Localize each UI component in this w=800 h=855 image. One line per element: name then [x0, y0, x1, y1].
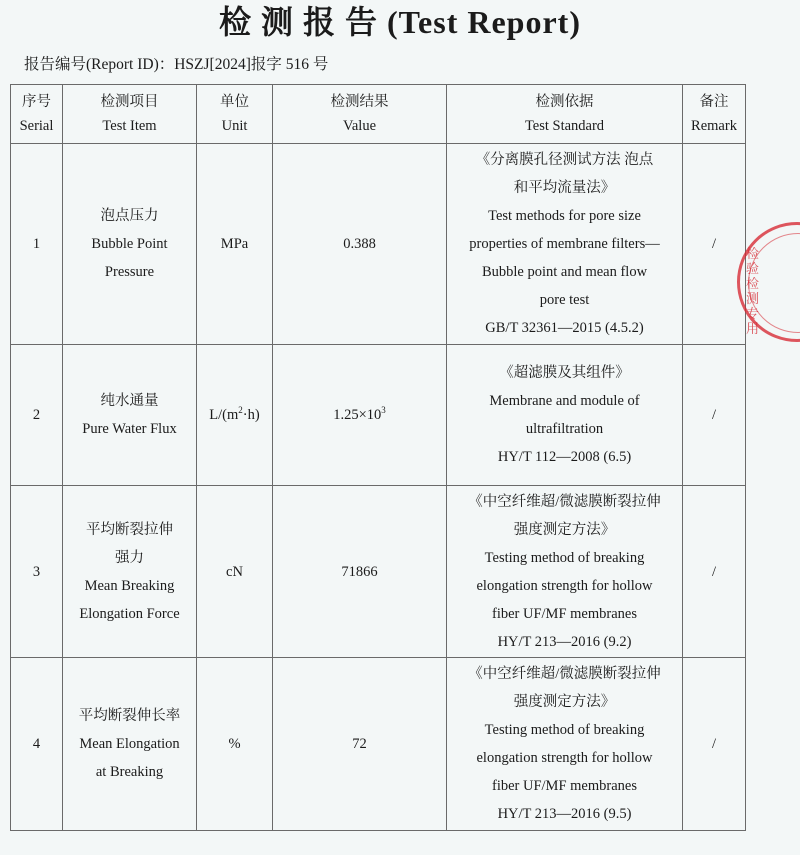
seal-text: 检验检测专用: [746, 247, 760, 337]
cell-serial: 2: [11, 345, 63, 486]
standard-line: Testing method of breaking: [484, 549, 645, 566]
header-serial: [11, 85, 63, 144]
cell-unit: [197, 345, 273, 486]
test-item-line: 强力: [115, 549, 144, 566]
unit-base: L/(m: [209, 407, 239, 423]
standard-line: pore test: [539, 292, 590, 308]
standard-line: 和平均流量法》: [513, 180, 616, 196]
cell-value: [273, 345, 447, 486]
test-item-line: at Breaking: [95, 764, 164, 780]
header-value: [273, 85, 447, 144]
page-title: 检 测 报 告 (Test Report): [218, 4, 581, 40]
cell-serial: 4: [11, 658, 63, 831]
standard-line: 《中空纤维超/微滤膜断裂拉伸: [468, 666, 661, 682]
cell-value: 72: [273, 658, 447, 831]
test-item-line: Pure Water Flux: [82, 421, 177, 437]
header-unit-en: Unit: [221, 118, 248, 134]
table-row: [11, 144, 746, 345]
cell-remark: /: [683, 144, 746, 345]
unit-superscript: 2: [238, 405, 243, 415]
standard-line: HY/T 213—2016 (9.5): [497, 806, 632, 822]
test-item-line: 泡点压力: [100, 208, 159, 224]
test-item-line: 平均断裂拉伸: [86, 521, 173, 538]
standard-line: 《超滤膜及其组件》: [499, 365, 630, 381]
cell-serial: 1: [11, 144, 63, 345]
test-item-line: Elongation Force: [79, 605, 180, 622]
cell-test-item: [63, 345, 197, 486]
table-row: [11, 658, 746, 831]
standard-line: Testing method of breaking: [484, 722, 645, 738]
test-item-line: Bubble Point: [91, 236, 168, 252]
standard-line: 强度测定方法》: [513, 521, 616, 538]
header-test-standard-en: Test Standard: [524, 118, 605, 134]
standard-line: 强度测定方法》: [513, 694, 616, 710]
cell-test-standard: [447, 345, 683, 486]
cell-test-standard: [447, 144, 683, 345]
cell-serial: 3: [11, 486, 63, 658]
table-header-row: [11, 85, 746, 144]
unit-tail: ·h): [242, 407, 260, 423]
header-test-item: [63, 85, 197, 144]
standard-line: elongation strength for hollow: [476, 750, 653, 766]
standard-line: HY/T 112—2008 (6.5): [497, 449, 632, 465]
standard-line: Bubble point and mean flow: [481, 264, 648, 280]
table-row: [11, 345, 746, 486]
value-base: 1.25×10: [333, 407, 382, 423]
test-item-line: 纯水通量: [100, 393, 159, 409]
test-item-line: Pressure: [104, 264, 155, 280]
test-report-table: [10, 84, 746, 831]
header-serial-en: Serial: [19, 118, 54, 134]
header-test-item-en: Test Item: [102, 118, 157, 134]
table-row: [11, 486, 746, 658]
cell-unit: %: [197, 658, 273, 831]
standard-line: Membrane and module of: [489, 393, 640, 409]
standard-line: 《中空纤维超/微滤膜断裂拉伸: [468, 493, 661, 510]
header-unit-zh: 单位: [220, 94, 249, 110]
standard-line: Test methods for pore size: [488, 208, 641, 224]
header-remark-en: Remark: [691, 118, 737, 134]
header-test-standard-zh: 检测依据: [535, 94, 594, 110]
header-remark: [683, 85, 746, 144]
header-serial-zh: 序号: [22, 94, 51, 110]
cell-test-standard: [447, 658, 683, 831]
cell-remark: /: [683, 345, 746, 486]
standard-line: 《分离膜孔径测试方法 泡点: [475, 152, 654, 168]
cell-test-item: [63, 658, 197, 831]
cell-value: 71866: [273, 486, 447, 658]
report-id: 报告编号(Report ID)：HSZJ[2024]报字 516 号: [24, 56, 329, 73]
cell-remark: /: [683, 658, 746, 831]
header-unit: [197, 85, 273, 144]
cell-test-item: [63, 486, 197, 658]
cell-unit: MPa: [197, 144, 273, 345]
cell-remark: /: [683, 486, 746, 658]
standard-line: GB/T 32361—2015 (4.5.2): [485, 320, 644, 336]
cell-test-standard: [447, 486, 683, 658]
inspection-seal-stamp: [737, 222, 800, 342]
cell-unit: cN: [197, 486, 273, 658]
standard-line: fiber UF/MF membranes: [492, 605, 637, 622]
test-item-line: Mean Elongation: [79, 736, 180, 752]
cell-value: 0.388: [273, 144, 447, 345]
value-exponent: 3: [381, 405, 386, 415]
test-item-line: 平均断裂伸长率: [78, 708, 181, 724]
header-remark-zh: 备注: [699, 94, 729, 110]
standard-line: ultrafiltration: [525, 421, 604, 437]
header-value-en: Value: [342, 118, 376, 134]
cell-test-item: [63, 144, 197, 345]
standard-line: elongation strength for hollow: [476, 577, 653, 594]
standard-line: HY/T 213—2016 (9.2): [497, 633, 632, 650]
standard-line: properties of membrane filters—: [469, 236, 660, 252]
standard-line: fiber UF/MF membranes: [492, 778, 637, 794]
header-value-zh: 检测结果: [330, 94, 389, 110]
header-test-item-zh: 检测项目: [100, 94, 159, 110]
header-test-standard: [447, 85, 683, 144]
test-item-line: Mean Breaking: [84, 577, 175, 594]
